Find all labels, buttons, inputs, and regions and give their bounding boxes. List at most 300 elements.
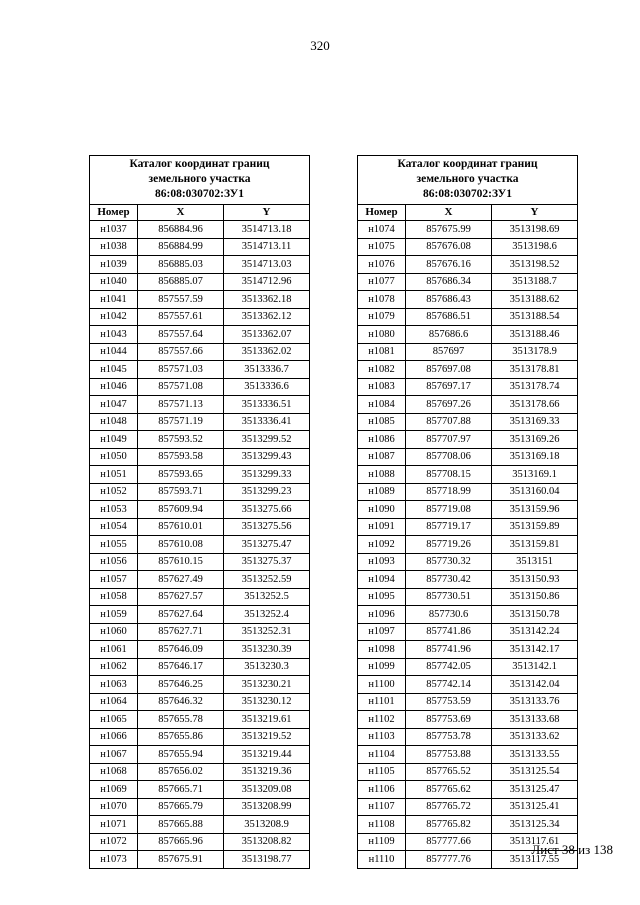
x-coordinate-cell: 857730.51 [406, 588, 492, 606]
x-coordinate-cell: 857655.86 [138, 728, 224, 746]
point-number-cell: н1085 [358, 413, 406, 431]
y-coordinate-cell: 3513178.74 [492, 378, 578, 396]
point-number-cell: н1056 [90, 553, 138, 571]
x-coordinate-cell: 857665.96 [138, 833, 224, 851]
y-coordinate-cell: 3513151 [492, 553, 578, 571]
point-number-cell: н1097 [358, 623, 406, 641]
table-row [90, 326, 310, 344]
point-number-cell: н1075 [358, 238, 406, 256]
x-coordinate-cell: 857708.06 [406, 448, 492, 466]
column-header-y: Y [492, 205, 578, 221]
y-coordinate-cell: 3513275.66 [224, 501, 310, 519]
y-coordinate-cell: 3513362.07 [224, 326, 310, 344]
table-row [358, 483, 578, 501]
table-row [90, 781, 310, 799]
table-row [358, 238, 578, 256]
y-coordinate-cell: 3513133.68 [492, 711, 578, 729]
point-number-cell: н1088 [358, 466, 406, 484]
x-coordinate-cell: 857627.64 [138, 606, 224, 624]
y-coordinate-cell: 3513230.21 [224, 676, 310, 694]
point-number-cell: н1089 [358, 483, 406, 501]
table-title [358, 156, 578, 205]
point-number-cell: н1047 [90, 396, 138, 414]
y-coordinate-cell: 3513178.81 [492, 361, 578, 379]
x-coordinate-cell: 857686.6 [406, 326, 492, 344]
point-number-cell: н1099 [358, 658, 406, 676]
table-row [90, 693, 310, 711]
table-row [90, 431, 310, 449]
y-coordinate-cell: 3513362.18 [224, 291, 310, 309]
table-row [90, 221, 310, 239]
point-number-cell: н1106 [358, 781, 406, 799]
point-number-cell: н1062 [90, 658, 138, 676]
point-number-cell: н1109 [358, 833, 406, 851]
x-coordinate-cell: 857707.97 [406, 431, 492, 449]
point-number-cell: н1043 [90, 326, 138, 344]
x-coordinate-cell: 857697.08 [406, 361, 492, 379]
table-title-line: земельного участка [148, 173, 251, 185]
table-row [358, 588, 578, 606]
y-coordinate-cell: 3513252.4 [224, 606, 310, 624]
y-coordinate-cell: 3513208.99 [224, 798, 310, 816]
x-coordinate-cell: 857765.62 [406, 781, 492, 799]
point-number-cell: н1072 [90, 833, 138, 851]
point-number-cell: н1042 [90, 308, 138, 326]
y-coordinate-cell: 3513299.23 [224, 483, 310, 501]
x-coordinate-cell: 857719.26 [406, 536, 492, 554]
table-row [90, 448, 310, 466]
point-number-cell: н1041 [90, 291, 138, 309]
x-coordinate-cell: 857655.94 [138, 746, 224, 764]
page-number: 320 [310, 38, 330, 53]
point-number-cell: н1051 [90, 466, 138, 484]
table-row [358, 658, 578, 676]
point-number-cell: н1037 [90, 221, 138, 239]
point-number-cell: н1070 [90, 798, 138, 816]
x-coordinate-cell: 857655.78 [138, 711, 224, 729]
point-number-cell: н1040 [90, 273, 138, 291]
point-number-cell: н1107 [358, 798, 406, 816]
point-number-cell: н1071 [90, 816, 138, 834]
y-coordinate-cell: 3513160.04 [492, 483, 578, 501]
table-row [358, 623, 578, 641]
y-coordinate-cell: 3513133.55 [492, 746, 578, 764]
point-number-cell: н1102 [358, 711, 406, 729]
table-row [358, 763, 578, 781]
point-number-cell: н1079 [358, 308, 406, 326]
y-coordinate-cell: 3513336.6 [224, 378, 310, 396]
table-title-line: земельного участка [416, 173, 519, 185]
y-coordinate-cell: 3513198.69 [492, 221, 578, 239]
x-coordinate-cell: 857753.59 [406, 693, 492, 711]
y-coordinate-cell: 3513142.1 [492, 658, 578, 676]
point-number-cell: н1086 [358, 431, 406, 449]
point-number-cell: н1054 [90, 518, 138, 536]
y-coordinate-cell: 3513125.34 [492, 816, 578, 834]
table-row [90, 571, 310, 589]
x-coordinate-cell: 857686.51 [406, 308, 492, 326]
table-row [358, 518, 578, 536]
x-coordinate-cell: 857753.88 [406, 746, 492, 764]
table-row [90, 606, 310, 624]
y-coordinate-cell: 3513336.51 [224, 396, 310, 414]
point-number-cell: н1096 [358, 606, 406, 624]
table-row [90, 291, 310, 309]
x-coordinate-cell: 857697 [406, 343, 492, 361]
table-row [90, 641, 310, 659]
sheet-footer: Лист 38 из 138 [531, 842, 613, 857]
table-row [358, 553, 578, 571]
x-coordinate-cell: 857686.34 [406, 273, 492, 291]
table-row [358, 676, 578, 694]
column-header-x: X [138, 205, 224, 221]
table-row [358, 693, 578, 711]
y-coordinate-cell: 3513275.47 [224, 536, 310, 554]
table-title-line: 86:08:030702:ЗУ1 [155, 188, 244, 200]
x-coordinate-cell: 857557.61 [138, 308, 224, 326]
y-coordinate-cell: 3513198.77 [224, 851, 310, 869]
table-title-line: 86:08:030702:ЗУ1 [423, 188, 512, 200]
y-coordinate-cell: 3513150.93 [492, 571, 578, 589]
table-row [358, 746, 578, 764]
table-row [90, 273, 310, 291]
point-number-cell: н1073 [90, 851, 138, 869]
y-coordinate-cell: 3513209.08 [224, 781, 310, 799]
y-coordinate-cell: 3513299.52 [224, 431, 310, 449]
point-number-cell: н1068 [90, 763, 138, 781]
table-title-line: Каталог координат границ [397, 158, 538, 170]
x-coordinate-cell: 857730.42 [406, 571, 492, 589]
x-coordinate-cell: 857742.14 [406, 676, 492, 694]
table-row [90, 238, 310, 256]
x-coordinate-cell: 857741.96 [406, 641, 492, 659]
x-coordinate-cell: 857627.49 [138, 571, 224, 589]
y-coordinate-cell: 3513188.62 [492, 291, 578, 309]
x-coordinate-cell: 857571.03 [138, 361, 224, 379]
table-row [358, 798, 578, 816]
x-coordinate-cell: 857675.91 [138, 851, 224, 869]
y-coordinate-cell: 3513208.9 [224, 816, 310, 834]
x-coordinate-cell: 857571.08 [138, 378, 224, 396]
y-coordinate-cell: 3513336.41 [224, 413, 310, 431]
point-number-cell: н1074 [358, 221, 406, 239]
y-coordinate-cell: 3513142.04 [492, 676, 578, 694]
table-row [358, 273, 578, 291]
x-coordinate-cell: 857730.6 [406, 606, 492, 624]
y-coordinate-cell: 3513362.02 [224, 343, 310, 361]
y-coordinate-cell: 3513159.89 [492, 518, 578, 536]
table-row [90, 676, 310, 694]
table-row [90, 553, 310, 571]
y-coordinate-cell: 3513142.24 [492, 623, 578, 641]
point-number-cell: н1059 [90, 606, 138, 624]
x-coordinate-cell: 857719.08 [406, 501, 492, 519]
x-coordinate-cell: 857708.15 [406, 466, 492, 484]
table-row [358, 501, 578, 519]
table-row [90, 501, 310, 519]
point-number-cell: н1108 [358, 816, 406, 834]
point-number-cell: н1066 [90, 728, 138, 746]
table-row [358, 781, 578, 799]
x-coordinate-cell: 857610.15 [138, 553, 224, 571]
point-number-cell: н1082 [358, 361, 406, 379]
table-body [90, 221, 310, 869]
point-number-cell: н1098 [358, 641, 406, 659]
point-number-cell: н1100 [358, 676, 406, 694]
table-row [90, 851, 310, 869]
table-row [90, 518, 310, 536]
table-row [90, 361, 310, 379]
coordinate-catalog-table-left [89, 155, 310, 869]
point-number-cell: н1048 [90, 413, 138, 431]
y-coordinate-cell: 3513362.12 [224, 308, 310, 326]
x-coordinate-cell: 857610.08 [138, 536, 224, 554]
table-row [90, 588, 310, 606]
coordinate-catalog-table-right [357, 155, 578, 869]
table-row [90, 658, 310, 676]
y-coordinate-cell: 3513336.7 [224, 361, 310, 379]
x-coordinate-cell: 857627.57 [138, 588, 224, 606]
y-coordinate-cell: 3514712.96 [224, 273, 310, 291]
column-header-y: Y [224, 205, 310, 221]
x-coordinate-cell: 856885.07 [138, 273, 224, 291]
point-number-cell: н1064 [90, 693, 138, 711]
y-coordinate-cell: 3513142.17 [492, 641, 578, 659]
point-number-cell: н1078 [358, 291, 406, 309]
point-number-cell: н1052 [90, 483, 138, 501]
point-number-cell: н1090 [358, 501, 406, 519]
point-number-cell: н1058 [90, 588, 138, 606]
point-number-cell: н1087 [358, 448, 406, 466]
x-coordinate-cell: 857557.66 [138, 343, 224, 361]
point-number-cell: н1069 [90, 781, 138, 799]
y-coordinate-cell: 3513125.54 [492, 763, 578, 781]
y-coordinate-cell: 3513169.33 [492, 413, 578, 431]
y-coordinate-cell: 3513299.33 [224, 466, 310, 484]
y-coordinate-cell: 3513252.31 [224, 623, 310, 641]
point-number-cell: н1050 [90, 448, 138, 466]
x-coordinate-cell: 857646.09 [138, 641, 224, 659]
table-row [90, 816, 310, 834]
table-title-line: Каталог координат границ [129, 158, 270, 170]
x-coordinate-cell: 857665.88 [138, 816, 224, 834]
x-coordinate-cell: 857707.88 [406, 413, 492, 431]
x-coordinate-cell: 857676.08 [406, 238, 492, 256]
point-number-cell: н1067 [90, 746, 138, 764]
table-row [358, 728, 578, 746]
table-row [358, 448, 578, 466]
point-number-cell: н1094 [358, 571, 406, 589]
table-row [90, 833, 310, 851]
y-coordinate-cell: 3513198.6 [492, 238, 578, 256]
x-coordinate-cell: 857646.17 [138, 658, 224, 676]
point-number-cell: н1091 [358, 518, 406, 536]
point-number-cell: н1055 [90, 536, 138, 554]
table-row [90, 308, 310, 326]
point-number-cell: н1063 [90, 676, 138, 694]
y-coordinate-cell: 3513159.96 [492, 501, 578, 519]
x-coordinate-cell: 857676.16 [406, 256, 492, 274]
y-coordinate-cell: 3513169.1 [492, 466, 578, 484]
table-row [358, 361, 578, 379]
y-coordinate-cell: 3513275.56 [224, 518, 310, 536]
column-header-number: Номер [90, 205, 138, 221]
y-coordinate-cell: 3514713.03 [224, 256, 310, 274]
table-row [358, 308, 578, 326]
x-coordinate-cell: 856884.99 [138, 238, 224, 256]
y-coordinate-cell: 3513150.86 [492, 588, 578, 606]
y-coordinate-cell: 3513198.52 [492, 256, 578, 274]
x-coordinate-cell: 857610.01 [138, 518, 224, 536]
y-coordinate-cell: 3513150.78 [492, 606, 578, 624]
x-coordinate-cell: 857753.78 [406, 728, 492, 746]
y-coordinate-cell: 3513117.55 [492, 851, 578, 869]
point-number-cell: н1045 [90, 361, 138, 379]
point-number-cell: н1057 [90, 571, 138, 589]
x-coordinate-cell: 857697.26 [406, 396, 492, 414]
table-row [90, 483, 310, 501]
x-coordinate-cell: 857777.66 [406, 833, 492, 851]
point-number-cell: н1105 [358, 763, 406, 781]
x-coordinate-cell: 856885.03 [138, 256, 224, 274]
point-number-cell: н1076 [358, 256, 406, 274]
x-coordinate-cell: 857571.13 [138, 396, 224, 414]
x-coordinate-cell: 857765.52 [406, 763, 492, 781]
x-coordinate-cell: 857777.76 [406, 851, 492, 869]
y-coordinate-cell: 3513219.44 [224, 746, 310, 764]
y-coordinate-cell: 3513117.61 [492, 833, 578, 851]
point-number-cell: н1053 [90, 501, 138, 519]
point-number-cell: н1044 [90, 343, 138, 361]
point-number-cell: н1046 [90, 378, 138, 396]
y-coordinate-cell: 3513133.76 [492, 693, 578, 711]
y-coordinate-cell: 3513125.41 [492, 798, 578, 816]
point-number-cell: н1095 [358, 588, 406, 606]
x-coordinate-cell: 856884.96 [138, 221, 224, 239]
x-coordinate-cell: 857593.65 [138, 466, 224, 484]
point-number-cell: н1061 [90, 641, 138, 659]
point-number-cell: н1077 [358, 273, 406, 291]
x-coordinate-cell: 857557.59 [138, 291, 224, 309]
point-number-cell: н1104 [358, 746, 406, 764]
y-coordinate-cell: 3513133.62 [492, 728, 578, 746]
y-coordinate-cell: 3514713.18 [224, 221, 310, 239]
table-row [358, 431, 578, 449]
y-coordinate-cell: 3513169.26 [492, 431, 578, 449]
column-header-x: X [406, 205, 492, 221]
point-number-cell: н1084 [358, 396, 406, 414]
y-coordinate-cell: 3513252.5 [224, 588, 310, 606]
x-coordinate-cell: 857593.71 [138, 483, 224, 501]
x-coordinate-cell: 857646.32 [138, 693, 224, 711]
x-coordinate-cell: 857593.58 [138, 448, 224, 466]
y-coordinate-cell: 3513188.46 [492, 326, 578, 344]
point-number-cell: н1038 [90, 238, 138, 256]
x-coordinate-cell: 857665.71 [138, 781, 224, 799]
point-number-cell: н1093 [358, 553, 406, 571]
point-number-cell: н1083 [358, 378, 406, 396]
y-coordinate-cell: 3513275.37 [224, 553, 310, 571]
y-coordinate-cell: 3513219.52 [224, 728, 310, 746]
table-row [358, 291, 578, 309]
y-coordinate-cell: 3513219.61 [224, 711, 310, 729]
x-coordinate-cell: 857730.32 [406, 553, 492, 571]
table-row [90, 536, 310, 554]
table-row [90, 798, 310, 816]
table-row [358, 326, 578, 344]
table-row [90, 343, 310, 361]
x-coordinate-cell: 857609.94 [138, 501, 224, 519]
y-coordinate-cell: 3513208.82 [224, 833, 310, 851]
point-number-cell: н1103 [358, 728, 406, 746]
x-coordinate-cell: 857593.52 [138, 431, 224, 449]
y-coordinate-cell: 3513188.7 [492, 273, 578, 291]
table-row [90, 256, 310, 274]
x-coordinate-cell: 857741.86 [406, 623, 492, 641]
y-coordinate-cell: 3513188.54 [492, 308, 578, 326]
table-row [90, 413, 310, 431]
table-row [358, 396, 578, 414]
y-coordinate-cell: 3513178.66 [492, 396, 578, 414]
x-coordinate-cell: 857697.17 [406, 378, 492, 396]
table-row [90, 711, 310, 729]
x-coordinate-cell: 857686.43 [406, 291, 492, 309]
table-row [358, 343, 578, 361]
table-row [90, 728, 310, 746]
table-row [358, 413, 578, 431]
x-coordinate-cell: 857627.71 [138, 623, 224, 641]
y-coordinate-cell: 3513299.43 [224, 448, 310, 466]
x-coordinate-cell: 857675.99 [406, 221, 492, 239]
y-coordinate-cell: 3513252.59 [224, 571, 310, 589]
table-row [358, 816, 578, 834]
table-row [358, 536, 578, 554]
table-row [358, 256, 578, 274]
y-coordinate-cell: 3513230.39 [224, 641, 310, 659]
table-row [358, 466, 578, 484]
y-coordinate-cell: 3513219.36 [224, 763, 310, 781]
column-header-number: Номер [358, 205, 406, 221]
x-coordinate-cell: 857765.82 [406, 816, 492, 834]
y-coordinate-cell: 3513230.3 [224, 658, 310, 676]
x-coordinate-cell: 857742.05 [406, 658, 492, 676]
point-number-cell: н1101 [358, 693, 406, 711]
point-number-cell: н1039 [90, 256, 138, 274]
point-number-cell: н1110 [358, 851, 406, 869]
point-number-cell: н1049 [90, 431, 138, 449]
y-coordinate-cell: 3513125.47 [492, 781, 578, 799]
table-row [90, 396, 310, 414]
table-row [358, 641, 578, 659]
x-coordinate-cell: 857656.02 [138, 763, 224, 781]
point-number-cell: н1060 [90, 623, 138, 641]
x-coordinate-cell: 857753.69 [406, 711, 492, 729]
table-row [90, 378, 310, 396]
table-title [90, 156, 310, 205]
point-number-cell: н1080 [358, 326, 406, 344]
x-coordinate-cell: 857571.19 [138, 413, 224, 431]
y-coordinate-cell: 3513159.81 [492, 536, 578, 554]
table-row [358, 571, 578, 589]
x-coordinate-cell: 857719.17 [406, 518, 492, 536]
y-coordinate-cell: 3513169.18 [492, 448, 578, 466]
table-row [90, 466, 310, 484]
x-coordinate-cell: 857718.99 [406, 483, 492, 501]
table-row [90, 623, 310, 641]
x-coordinate-cell: 857557.64 [138, 326, 224, 344]
point-number-cell: н1065 [90, 711, 138, 729]
table-body [358, 221, 578, 869]
